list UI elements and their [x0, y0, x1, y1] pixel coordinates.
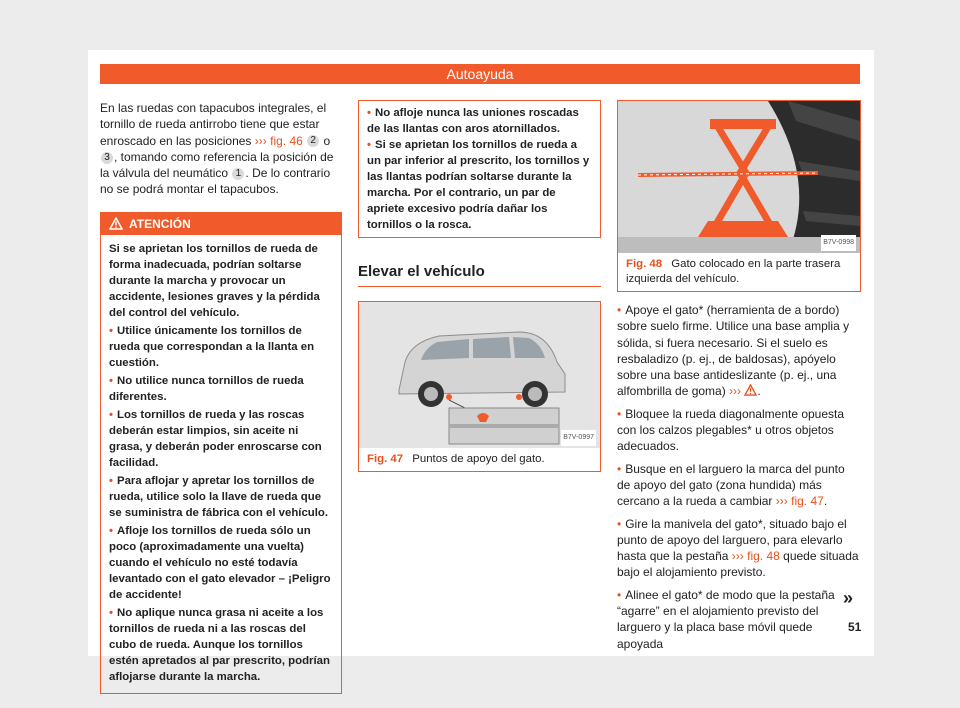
figure-47 [358, 301, 601, 472]
ref-arrows: ››› [731, 549, 744, 564]
intro-text-a: En las ruedas con tapacubos integrales, el tornillo de rueda antirrobo tiene que estar enroscado en las posiciones [100, 101, 327, 148]
ref-arrows: ››› [729, 384, 742, 399]
column-2 [358, 100, 601, 472]
figure-47-caption [359, 448, 600, 471]
callout-3: 3 [101, 152, 113, 164]
warning-body [101, 235, 341, 693]
warning-item: • No utilice nunca tornillos de rueda diferentes. [109, 374, 304, 403]
fig-46-link[interactable]: fig. 46 [270, 133, 303, 148]
warning-triangle-icon [109, 217, 123, 230]
figure-48 [617, 100, 861, 292]
warning-continuation [358, 100, 601, 238]
chapter-header: Autoayuda [100, 64, 860, 84]
callout-2: 2 [307, 135, 319, 147]
fig-48-link[interactable]: fig. 48 [747, 549, 780, 564]
warning-item: • Para aflojar y apretar los tornillos de rueda, utilice solo la llave de rueda que se suministra de fábrica con el vehículo. [109, 474, 329, 519]
figure-48-caption-text: Gato colocado en la parte trasera izquierda del vehículo. [626, 258, 841, 285]
fig-47-link[interactable]: fig. 47 [791, 494, 824, 509]
list-item: • Busque en el larguero la marca del punto de apoyo del gato (zona hundida) más cercano a la rueda a cambiar ››› fig. 47. [617, 461, 845, 509]
intro-text-b: , tomando como referencia la posición de la válvula del neumático [100, 149, 334, 181]
section-title: Elevar el vehículo [358, 264, 601, 287]
ref-arrows: ››› [775, 494, 788, 509]
page-number: 51 [848, 620, 862, 634]
warning-item: • Afloje los tornillos de rueda sólo un poco (aproximadamente una vuelta) cuando el vehículo no esté todavía levantado con el gato elevador – ¡Peligro de accidente! [109, 524, 331, 601]
ref-arrows: ››› [254, 133, 267, 148]
warning-header [101, 213, 341, 235]
list-item: • Gire la manivela del gato*, situado bajo el punto de apoyo del larguero, para elevarlo hasta que la pestaña ››› fig. 48 quede situada bajo el alojamiento previsto. [617, 516, 859, 580]
figure-48-caption [618, 253, 860, 291]
car-side-illustration [359, 302, 600, 448]
warning-item: • No aplique nunca grasa ni aceite a los tornillos de rueda ni a las roscas del cubo de rueda. Aunque los tornillos estén apretados al par prescrito, podrían aflojarse durante la marcha. [109, 606, 330, 683]
warning-item: • Utilice únicamente los tornillos de rueda que correspondan a la llanta en cuestión. [109, 324, 315, 369]
column-3 [617, 100, 861, 658]
jack-illustration [618, 101, 860, 253]
column-1 [100, 100, 342, 694]
instruction-list [617, 302, 861, 652]
figure-48-image [618, 101, 860, 253]
intro-paragraph [100, 100, 342, 198]
figure-47-caption-text: Puntos de apoyo del gato. [412, 453, 545, 466]
warning-triangle-icon[interactable] [744, 384, 757, 396]
figure-47-code: B7V-0997 [561, 430, 596, 446]
warning-title: ATENCIÓN [129, 216, 191, 231]
list-item: • Apoye el gato* (herramienta de a bordo) sobre suelo firme. Utilice una base amplia y sólida, si fuera necesario. Si el suelo es resbaladizo (p. ej., de baldosas), apóyelo sobre una base antideslizante (p. ej., una alfombrilla de goma) ››› . [617, 303, 850, 399]
figure-47-label: Fig. 47 [367, 453, 404, 466]
continue-mark: » [843, 588, 854, 608]
warning-item: • No afloje nunca las uniones roscadas de las llantas con aros atornillados. [367, 107, 579, 135]
callout-1: 1 [232, 168, 244, 180]
intro-text-c: . De lo contrario no se podrá montar el tapacubos. [100, 166, 331, 197]
warning-box [100, 212, 342, 694]
figure-47-image [359, 302, 600, 448]
warning-item: • Los tornillos de rueda y las roscas deberán estar limpios, sin aceite ni grasa, y deberán poder enroscarse con facilidad. [109, 408, 322, 469]
list-item: • Bloquee la rueda diagonalmente opuesta con los calzos plegables* u otros objetos adecuados. [617, 406, 845, 454]
figure-48-label: Fig. 48 [626, 258, 663, 270]
warning-lead: Si se aprietan los tornillos de rueda de forma inadecuada, podrían soltarse durante la marcha y provocar un accidente, lesiones graves y la pérdida del control del vehículo. [109, 242, 320, 319]
conjunction: o [323, 133, 331, 148]
warning-item: • Si se aprietan los tornillos de rueda a un par inferior al prescrito, los tornillos y las llantas podrían soltarse durante la marcha. Por el contrario, un par de apriete excesivo podría dañar los tornillos o la rosca. [367, 139, 590, 231]
list-item: • Alinee el gato* de modo que la pestaña “agarre” en el alojamiento previsto del larguero y la placa base móvil quede apoyada [617, 587, 835, 651]
figure-48-code: B7V-0998 [821, 235, 856, 251]
